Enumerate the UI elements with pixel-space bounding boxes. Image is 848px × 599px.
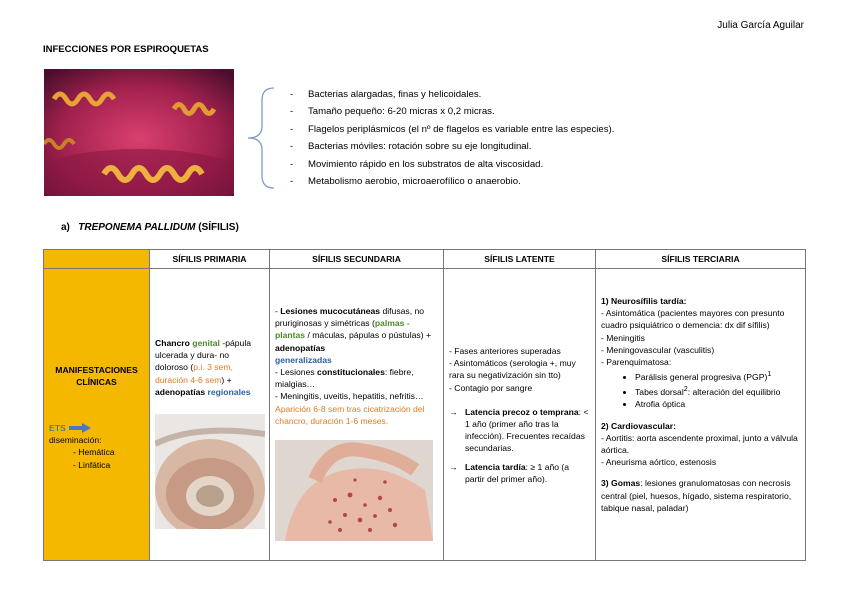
section-heading: a) TREPONEMA PALLIDUM (SÍFILIS) <box>61 222 239 233</box>
ets-label: ETS <box>49 423 66 433</box>
primary-cell <box>150 269 270 561</box>
list-item: • Atrofia óptica <box>635 398 800 410</box>
list-item: - Linfática <box>73 459 115 471</box>
list-item: • Tabes dorsal$^2$: alteración del equilibrio <box>635 383 800 398</box>
list-item: - Tamaño pequeño: 6-20 micras x 0,2 micras. <box>290 103 614 120</box>
arrow-right-icon <box>69 423 91 433</box>
column-header: SÍFILIS SECUNDARIA <box>270 250 444 269</box>
secondary-lesions: - Lesiones mucocutáneas difusas, no pruriginosas y simétricas (palmas -plantas / máculas, pápulas o pústulas) + adenopatías generalizadas <box>275 306 431 365</box>
latent-line: - Asintomáticos (serologia +, muy rara su negativización sin tto) <box>449 358 576 381</box>
parenchymal-list <box>601 368 800 410</box>
list-item: - Metabolismo aerobio, microaerofílico o anaerobio. <box>290 173 614 190</box>
secondary-timing: Aparición 6-8 sem tras cicatrización del chancro, duración 1-6 meses. <box>275 403 425 426</box>
palm-rash-photo <box>275 440 433 541</box>
tertiary-line: - Aneurisma aórtico, estenosis <box>601 457 717 468</box>
arrow-right-icon: → <box>449 406 458 417</box>
tertiary-line: - Aortitis: aorta ascendente proximal, junto a válvula aórtica. <box>601 432 798 455</box>
early-latency: → Latencia precoz o temprana: < 1 año (primer año tras la infección). Frecuentes recaídas secundarias. <box>449 406 589 454</box>
latent-line: - Contagio por sangre <box>449 382 533 393</box>
secondary-constitutional: - Lesiones constitucionales: fiebre, mialgias… <box>275 367 414 390</box>
primary-text: Chancro genital -pápula ulcerada y dura- no doloroso (p.i. 3 sem, duración 4-6 sem) + adenopatías regionales <box>155 338 252 397</box>
dissemination-label: diseminación: <box>49 435 102 446</box>
spirochete-illustration <box>44 69 234 196</box>
tertiary-line: - Meningitis <box>601 332 645 343</box>
spirochete-features-list <box>290 86 614 190</box>
list-item: • Parálisis general progresiva (PGP)$^1$ <box>635 368 800 383</box>
list-item: - Flagelos periplásmicos (el nº de flagelos es variable entre las especies). <box>290 121 614 138</box>
list-item: - Bacterias móviles: rotación sobre su eje longitudinal. <box>290 138 614 155</box>
late-latency: → Latencia tardía: ≥ 1 año (a partir del primer año). <box>449 461 570 484</box>
latent-cell <box>444 269 596 561</box>
list-item: - Hemática <box>73 446 115 458</box>
column-header: SÍFILIS PRIMARIA <box>150 250 270 269</box>
latent-line: - Fases anteriores superadas <box>449 346 561 356</box>
chancre-photo <box>155 414 265 529</box>
gummas-text: 3) Gomas: lesiones granulomatosas con necrosis central (piel, huesos, hígado, sistema respiratorio, tabique nasal, paladar) <box>601 478 792 513</box>
list-item: - Movimiento rápido en los substratos de alta viscosidad. <box>290 156 614 173</box>
tertiary-line: - Parenquimatosa: <box>601 357 672 368</box>
arrow-right-icon: → <box>449 461 458 472</box>
secondary-systemic: - Meningitis, uveitis, hepatitis, nefritis… <box>275 391 424 402</box>
syphilis-table <box>43 249 806 561</box>
column-header: SÍFILIS LATENTE <box>444 250 596 269</box>
author-name: Julia García Aguilar <box>717 20 804 31</box>
brace-icon <box>246 86 276 190</box>
secondary-cell <box>270 269 444 561</box>
table-corner <box>44 250 150 269</box>
page-title: INFECCIONES POR ESPIROQUETAS <box>43 44 209 55</box>
neurosyphilis-heading: 1) Neurosífilis tardía: <box>601 296 687 306</box>
cardiovascular-heading: 2) Cardiovascular: <box>601 420 676 431</box>
column-header: SÍFILIS TERCIARIA <box>596 250 806 269</box>
ets-block <box>49 422 115 471</box>
tertiary-line: - Meningovascular (vasculitis) <box>601 344 715 355</box>
tertiary-cell <box>596 269 806 561</box>
tertiary-line: - Asintomática (pacientes mayores con presunto cuadro psiquiátrico o demencia: dx dif sífilis) <box>601 308 785 331</box>
row-header-label: MANIFESTACIONES CLÍNICAS <box>55 365 138 388</box>
list-item: - Bacterias alargadas, finas y helicoidales. <box>290 86 614 103</box>
row-header <box>44 269 150 561</box>
